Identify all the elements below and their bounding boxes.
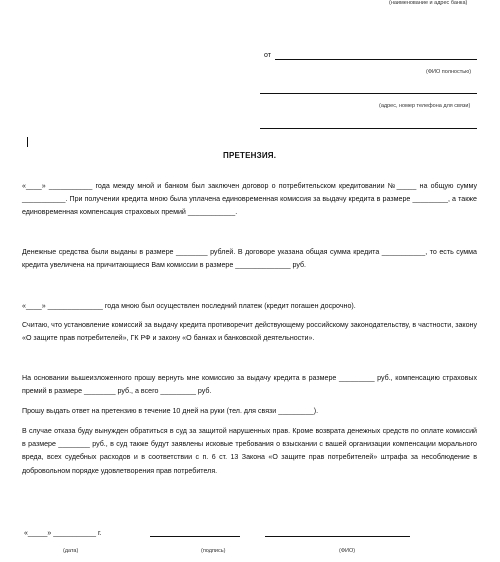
address-caption: (адрес, номер телефона для связи) bbox=[379, 103, 471, 109]
fio-caption-bottom: (ФИО) bbox=[339, 548, 356, 554]
document-title: ПРЕТЕНЗИЯ. bbox=[223, 151, 277, 160]
paragraph-2: Денежные средства были выданы в размере ________ рублей. В договоре указана общая сумма кредита ___________, то есть сумма кредита увеличена на причитающиеся Вам комиссии в размере ______________ руб. bbox=[22, 248, 477, 270]
from-line bbox=[275, 59, 477, 60]
fio-line bbox=[265, 536, 410, 537]
paragraph-3: «____» ______________ года мною был осуществлен последний платеж (кредит погашен досрочно). bbox=[22, 302, 356, 310]
date-caption: (дата) bbox=[63, 548, 79, 554]
paragraph-6: Прошу выдать ответ на претензию в течение 10 дней на руки (тел. для связи _________). bbox=[22, 407, 319, 415]
address-line-2 bbox=[260, 128, 477, 129]
address-line-1 bbox=[260, 93, 477, 94]
signature-line bbox=[150, 536, 240, 537]
paragraph-7: В случае отказа буду вынужден обратиться в суд за защитой нарушенных прав. Кроме возврата денежных средств по оплате комиссий в размере ________ руб., в суд также будут заявлены исковые требования о взыскании с вашей организации компенсации морального вреда, всех судебных расходов и в соответствии с п. 6 ст. 13 Закона «О защите прав потребителей» штрафа за несоблюдение в добровольном порядке удовлетворения прав потребителя. bbox=[22, 427, 477, 475]
bank-caption: (наименование и адрес банка) bbox=[389, 0, 468, 6]
signature-caption: (подпись) bbox=[201, 548, 226, 554]
paragraph-1: «____» ___________ года между мной и банком был заключен договор о потребительском кредитовании №_____ на общую сумму ___________. При получении кредита мною была уплачена единовременная комиссия за выдачу кредита в размере _________, а также единовременная компенсация страховых премий ____________. bbox=[22, 182, 477, 217]
text-cursor bbox=[27, 137, 28, 147]
from-label: от bbox=[264, 52, 271, 59]
paragraph-5: На основании вышеизложенного прошу вернуть мне комиссию за выдачу кредита в размере _________ руб., компенсацию страховых премий в размере ________ руб., а всего _________ руб. bbox=[22, 374, 477, 396]
paragraph-4: Считаю, что установление комиссий за выдачу кредита противоречит действующему российскому законодательству, в частности, закону «О защите прав потребителей», ГК РФ и закону «О банках и банковской деятельности». bbox=[22, 321, 477, 343]
signature-date: «_____» ___________ г. bbox=[24, 530, 102, 537]
fio-caption: (ФИО полностью) bbox=[426, 69, 472, 75]
